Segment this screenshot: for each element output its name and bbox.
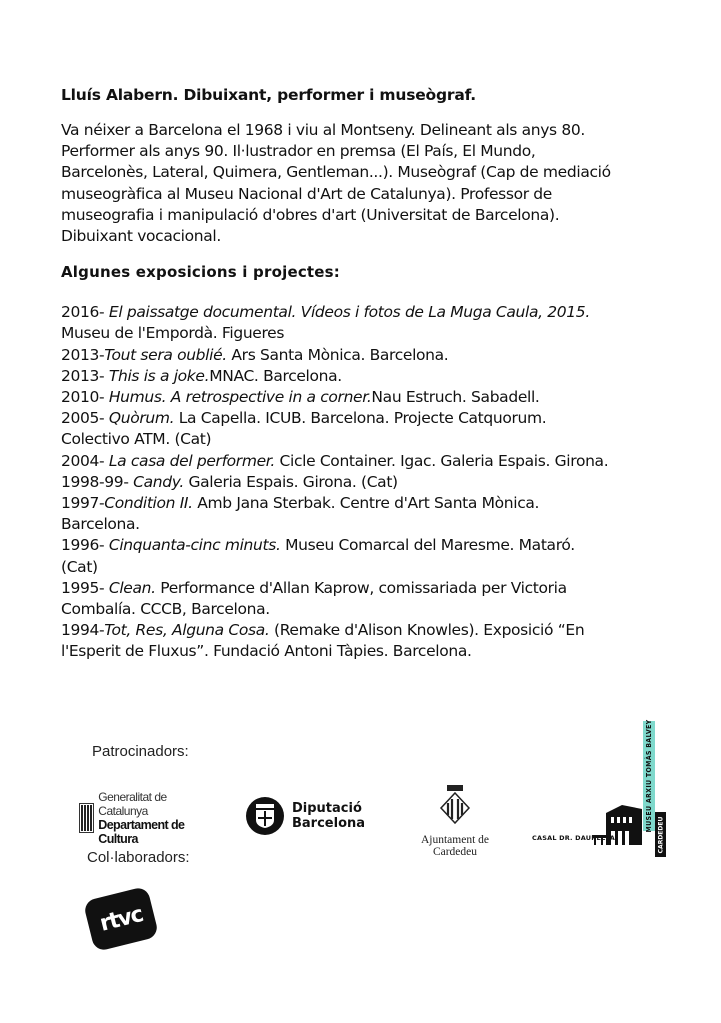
- exhibition-title: Candy.: [133, 472, 184, 491]
- exhibition-venue: (Cat): [61, 557, 98, 576]
- casal-name: CASAL DR. DAURELLA: [532, 834, 616, 842]
- exhibition-venue: Cicle Container. Igac. Galeria Espais. Girona.: [274, 451, 609, 470]
- exhibition-venue: Museu de l'Empordà. Figueres: [61, 324, 285, 343]
- exhibition-venue: Amb Jana Sterbak. Centre d'Art Santa Mònica.: [192, 494, 540, 513]
- exhibition-venue: MNAC. Barcelona.: [209, 366, 342, 385]
- town-band: [655, 812, 666, 857]
- museum-name: MUSEU ARXIU TOMÀS BALVEY: [645, 719, 653, 833]
- exhibition-line: [61, 493, 701, 514]
- exhibition-year: 2010-: [61, 388, 109, 407]
- bio-line: museogràfica al Museu Nacional d'Art de Catalunya). Professor de: [61, 184, 552, 203]
- exhibition-line: [61, 535, 701, 556]
- exhibition-line: [61, 451, 701, 472]
- exhibition-year: 1996-: [61, 536, 109, 555]
- exhibition-venue: Performance d'Allan Kaprow, comissariada per Victoria: [155, 578, 567, 597]
- exhibition-line: [61, 557, 701, 578]
- exhibition-line: [61, 599, 701, 620]
- exhibition-year: 1994-: [61, 621, 105, 640]
- exhibition-venue: Combalía. CCCB, Barcelona.: [61, 600, 270, 619]
- exhibition-line: [61, 514, 701, 535]
- exhibitions-heading: Algunes exposicions i projectes:: [61, 263, 340, 282]
- exhibition-title: Humus. A retrospective in a corner.: [108, 388, 372, 407]
- exhibition-year: 2013-: [61, 345, 105, 364]
- exhibition-venue: La Capella. ICUB. Barcelona. Projecte Catquorum.: [174, 409, 547, 428]
- exhibition-line: [61, 472, 701, 493]
- bio-line: Barcelonès, Lateral, Quimera, Gentleman...). Museògraf (Cap de mediació: [61, 163, 611, 182]
- exhibition-title: Cinquanta-cinc minuts.: [108, 536, 281, 555]
- exhibition-year: 2016-: [61, 303, 109, 322]
- document-title: Lluís Alabern. Dibuixant, performer i museògraf.: [61, 86, 476, 104]
- diputacio-line1: Diputació: [292, 801, 362, 816]
- town-name: CARDEDEU: [657, 816, 664, 853]
- diputacio-shield-icon: [246, 797, 284, 835]
- ajuntament-name: Ajuntament de Cardedeu: [420, 834, 490, 858]
- exhibition-title: This is a joke.: [108, 366, 210, 385]
- exhibition-line: [61, 302, 701, 323]
- casal-daurella-logo: [532, 715, 664, 860]
- museum-band: [643, 721, 655, 831]
- exhibition-venue: Ars Santa Mònica. Barcelona.: [226, 345, 449, 364]
- exhibition-venue: Colectivo ATM. (Cat): [61, 430, 212, 449]
- collaborators-label: Col·laboradors:: [87, 849, 190, 866]
- exhibition-title: Clean.: [108, 578, 156, 597]
- exhibition-line: [61, 620, 701, 641]
- diputacio-logo: [246, 796, 376, 836]
- exhibition-title: Condition II.: [104, 494, 193, 513]
- bio-paragraph: [61, 120, 701, 247]
- exhibition-title: La casa del performer.: [108, 451, 275, 470]
- exhibition-line: [61, 641, 701, 662]
- exhibition-title: Tout sera oublié.: [104, 345, 227, 364]
- bio-line: Va néixer a Barcelona el 1968 i viu al Montseny. Delineant als anys 80.: [61, 121, 585, 139]
- exhibition-line: [61, 578, 701, 599]
- exhibition-title: El paissatge documental. Vídeos i fotos de La Muga Caula, 2015.: [108, 303, 590, 322]
- exhibition-line: [61, 429, 701, 450]
- exhibition-line: [61, 387, 701, 408]
- ajuntament-logo: [400, 785, 510, 858]
- generalitat-emblem-icon: [79, 803, 94, 833]
- exhibition-venue: l'Esperit de Fluxus”. Fundació Antoni Tàpies. Barcelona.: [61, 642, 472, 661]
- bio-line: museografia i manipulació d'obres d'art (Universitat de Barcelona).: [61, 205, 560, 224]
- exhibition-line: [61, 345, 701, 366]
- bio-line: Dibuixant vocacional.: [61, 227, 221, 246]
- sponsors-label: Patrocinadors:: [92, 743, 189, 760]
- generalitat-line2: Departament de Cultura: [98, 818, 185, 846]
- document-body: [61, 85, 701, 663]
- exhibition-venue: Galeria Espais. Girona. (Cat): [183, 472, 398, 491]
- exhibition-year: 1995-: [61, 578, 109, 597]
- rtvc-name: rtvc: [97, 901, 145, 937]
- exhibition-venue: Nau Estruch. Sabadell.: [371, 388, 540, 407]
- exhibition-title: Tot, Res, Alguna Cosa.: [104, 621, 270, 640]
- exhibition-venue: Barcelona.: [61, 515, 140, 534]
- exhibition-year: 2013-: [61, 366, 109, 385]
- exhibition-line: [61, 366, 701, 387]
- generalitat-line1: Generalitat de Catalunya: [98, 790, 167, 818]
- bio-line: Performer als anys 90. Il·lustrador en premsa (El País, El Mundo,: [61, 142, 536, 161]
- exhibition-line: [61, 408, 701, 429]
- exhibition-year: 2005-: [61, 409, 109, 428]
- cardedeu-shield-icon: [438, 785, 472, 825]
- exhibition-year: 2004-: [61, 451, 109, 470]
- generalitat-logo: [79, 790, 219, 846]
- exhibition-year: 1998-99-: [61, 472, 134, 491]
- exhibition-venue: Museu Comarcal del Maresme. Mataró.: [280, 536, 575, 555]
- diputacio-line2: Barcelona: [292, 816, 366, 831]
- exhibitions-list: [61, 302, 701, 662]
- exhibition-title: Quòrum.: [108, 409, 175, 428]
- exhibition-line: [61, 323, 701, 344]
- exhibition-year: 1997-: [61, 494, 105, 513]
- exhibition-venue: (Remake d'Alison Knowles). Exposició “En: [269, 621, 585, 640]
- rtvc-logo: [83, 886, 160, 952]
